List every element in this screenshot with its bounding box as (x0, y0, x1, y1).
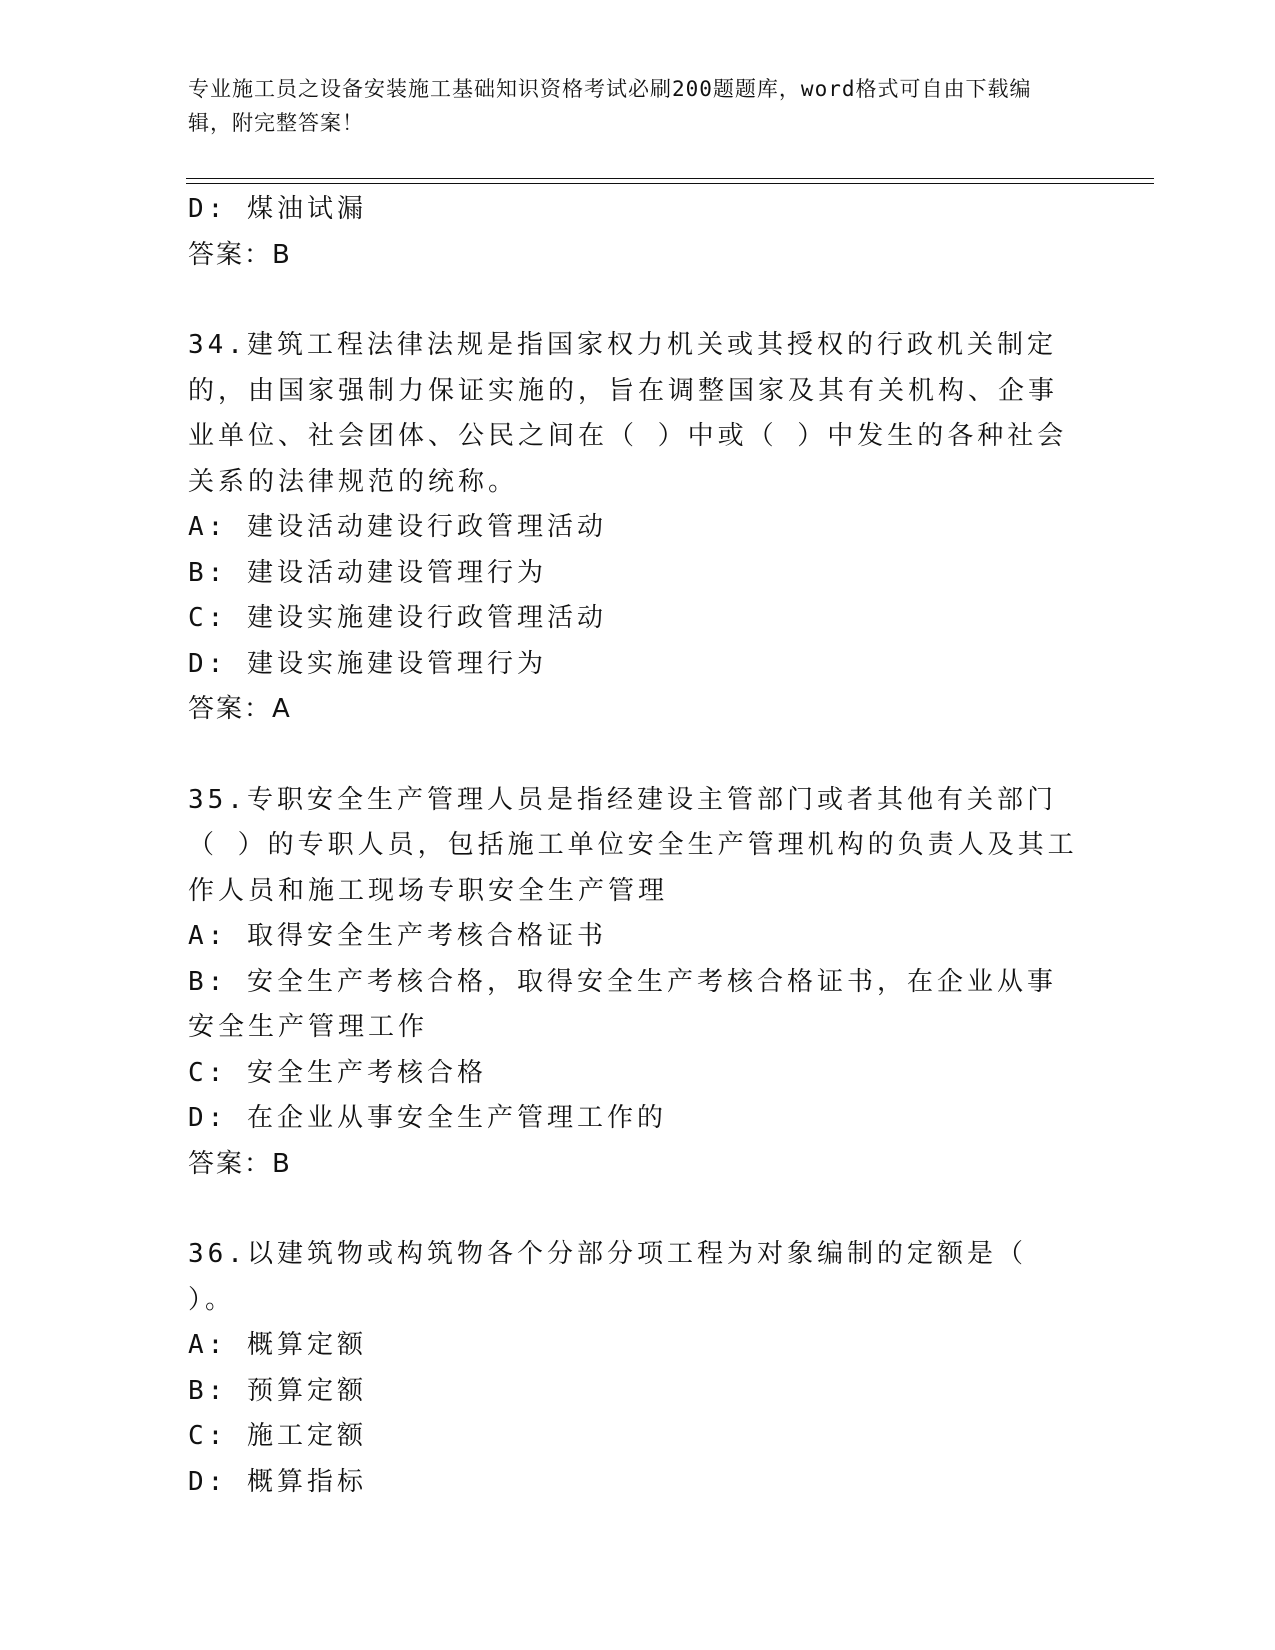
option-c: C: 施工定额 (188, 1421, 367, 1451)
option-b: B: 建设活动建设管理行为 (188, 557, 547, 588)
question-stem: 36.以建筑物或构筑物各个分部分项工程为对象编制的定额是（ ）。 (188, 1239, 1027, 1315)
option-a: A: 取得安全生产考核合格证书 (188, 921, 607, 951)
option-c: C: 安全生产考核合格 (188, 1057, 487, 1088)
option-d: D: 概算指标 (188, 1466, 367, 1497)
question-35 (188, 778, 1078, 1188)
option-a: A: 概算定额 (188, 1330, 367, 1360)
option-a: A: 建设活动建设行政管理活动 (188, 512, 607, 542)
answer: 答案：B (188, 1148, 292, 1179)
header-rule-bottom (186, 183, 1154, 184)
question-stem: 34.建筑工程法律法规是指国家权力机关或其授权的行政机关制定的，由国家强制力保证实施的，旨在调整国家及其有关机构、企事业单位、社会团体、公民之间在（ ）中或（ ）中发生的各种社会关系的法律规范的统称。 (188, 330, 1068, 497)
question-stem: 35.专职安全生产管理人员是指经建设主管部门或者其他有关部门（ ）的专职人员，包括施工单位安全生产管理机构的负责人及其工作人员和施工现场专职安全生产管理 (188, 784, 1078, 906)
question-34 (188, 323, 1078, 733)
option-d: D: 在企业从事安全生产管理工作的 (188, 1103, 667, 1133)
option-c: C: 建设实施建设行政管理活动 (188, 603, 607, 633)
question-36 (188, 1232, 1078, 1505)
previous-question-tail (188, 187, 1078, 278)
page-header: 专业施工员之设备安装施工基础知识资格考试必刷200题题库，word格式可自由下载编辑，附完整答案！ (188, 77, 1032, 135)
answer: 答案：B (188, 239, 292, 270)
option-d: D: 建设实施建设管理行为 (188, 648, 547, 679)
option-b: B: 预算定额 (188, 1375, 367, 1406)
header-rule-top (186, 178, 1154, 179)
option-b: B: 安全生产考核合格，取得安全生产考核合格证书，在企业从事安全生产管理工作 (188, 966, 1057, 1042)
option-d: D: 煤油试漏 (188, 194, 367, 224)
question-list (188, 187, 1078, 1505)
answer: 答案：A (188, 694, 292, 724)
